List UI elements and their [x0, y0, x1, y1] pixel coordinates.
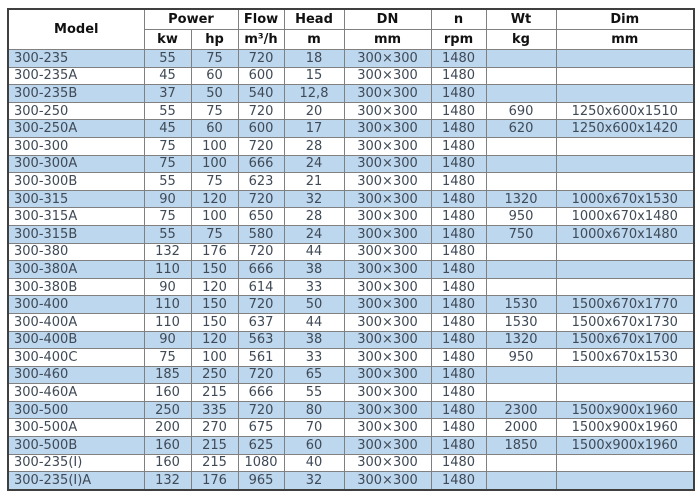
- table-row: [8, 208, 694, 226]
- cell-flow: 720: [238, 366, 284, 384]
- cell-flow: 720: [238, 50, 284, 68]
- cell-flow: 720: [238, 243, 284, 261]
- cell-kw: 90: [144, 190, 191, 208]
- cell-n: 1480: [431, 137, 486, 155]
- cell-head: 18: [284, 50, 344, 68]
- cell-dim: [556, 155, 694, 173]
- cell-dn: 300×300: [344, 366, 431, 384]
- cell-dn: 300×300: [344, 225, 431, 243]
- cell-n: 1480: [431, 349, 486, 367]
- table-row: [8, 173, 694, 191]
- cell-kw: 132: [144, 472, 191, 490]
- cell-wt: 2000: [486, 419, 556, 437]
- cell-head: 40: [284, 454, 344, 472]
- cell-n: 1480: [431, 366, 486, 384]
- cell-wt: 750: [486, 225, 556, 243]
- cell-hp: 176: [191, 472, 238, 490]
- cell-head: 32: [284, 190, 344, 208]
- cell-wt: 1320: [486, 190, 556, 208]
- cell-dim: [556, 261, 694, 279]
- cell-dim: 1500x670x1730: [556, 313, 694, 331]
- cell-kw: 200: [144, 419, 191, 437]
- cell-n: 1480: [431, 296, 486, 314]
- cell-dn: 300×300: [344, 67, 431, 85]
- cell-flow: 623: [238, 173, 284, 191]
- cell-head: 15: [284, 67, 344, 85]
- cell-n: 1480: [431, 401, 486, 419]
- table-row: [8, 384, 694, 402]
- cell-dim: 1500x900x1960: [556, 401, 694, 419]
- cell-model: 300-235(I)A: [8, 472, 144, 490]
- cell-head: 38: [284, 261, 344, 279]
- cell-kw: 75: [144, 349, 191, 367]
- cell-model: 300-235: [8, 50, 144, 68]
- cell-n: 1480: [431, 225, 486, 243]
- table-row: [8, 261, 694, 279]
- cell-kw: 110: [144, 313, 191, 331]
- cell-wt: 1530: [486, 313, 556, 331]
- header-wt: Wt: [486, 9, 556, 30]
- cell-dn: 300×300: [344, 85, 431, 103]
- cell-dn: 300×300: [344, 401, 431, 419]
- cell-head: 24: [284, 155, 344, 173]
- cell-wt: 1320: [486, 331, 556, 349]
- table-row: [8, 67, 694, 85]
- cell-hp: 75: [191, 50, 238, 68]
- cell-hp: 60: [191, 120, 238, 138]
- cell-kw: 55: [144, 225, 191, 243]
- cell-model: 300-500A: [8, 419, 144, 437]
- cell-head: 21: [284, 173, 344, 191]
- cell-flow: 720: [238, 401, 284, 419]
- cell-hp: 75: [191, 173, 238, 191]
- cell-wt: 2300: [486, 401, 556, 419]
- cell-dim: 1250x600x1420: [556, 120, 694, 138]
- cell-model: 300-460A: [8, 384, 144, 402]
- cell-hp: 215: [191, 454, 238, 472]
- header-dim: Dim: [556, 9, 694, 30]
- cell-n: 1480: [431, 102, 486, 120]
- table-header: [8, 9, 694, 50]
- cell-model: 300-400C: [8, 349, 144, 367]
- cell-kw: 90: [144, 331, 191, 349]
- cell-dim: 1000x670x1530: [556, 190, 694, 208]
- cell-dn: 300×300: [344, 278, 431, 296]
- cell-dim: 1500x670x1770: [556, 296, 694, 314]
- cell-dim: [556, 243, 694, 261]
- cell-n: 1480: [431, 454, 486, 472]
- cell-dn: 300×300: [344, 472, 431, 490]
- cell-dim: 1500x670x1530: [556, 349, 694, 367]
- cell-head: 33: [284, 278, 344, 296]
- cell-model: 300-500: [8, 401, 144, 419]
- header-model: Model: [8, 9, 144, 50]
- cell-kw: 55: [144, 50, 191, 68]
- cell-hp: 215: [191, 384, 238, 402]
- cell-dn: 300×300: [344, 102, 431, 120]
- cell-kw: 37: [144, 85, 191, 103]
- cell-dim: [556, 50, 694, 68]
- cell-dn: 300×300: [344, 208, 431, 226]
- header-kw: kw: [144, 30, 191, 50]
- cell-dn: 300×300: [344, 173, 431, 191]
- cell-dn: 300×300: [344, 120, 431, 138]
- cell-dim: [556, 454, 694, 472]
- table-row: [8, 472, 694, 490]
- cell-dn: 300×300: [344, 261, 431, 279]
- table-row: [8, 102, 694, 120]
- cell-n: 1480: [431, 437, 486, 455]
- cell-hp: 100: [191, 349, 238, 367]
- cell-flow: 600: [238, 67, 284, 85]
- cell-wt: [486, 472, 556, 490]
- cell-hp: 150: [191, 296, 238, 314]
- cell-flow: 600: [238, 120, 284, 138]
- cell-wt: [486, 384, 556, 402]
- cell-hp: 335: [191, 401, 238, 419]
- table-body: [8, 50, 694, 490]
- cell-wt: [486, 454, 556, 472]
- cell-flow: 666: [238, 384, 284, 402]
- header-dn: DN: [344, 9, 431, 30]
- cell-head: 55: [284, 384, 344, 402]
- header-flow-unit: m³/h: [238, 30, 284, 50]
- cell-n: 1480: [431, 50, 486, 68]
- cell-head: 44: [284, 243, 344, 261]
- cell-wt: [486, 366, 556, 384]
- cell-model: 300-500B: [8, 437, 144, 455]
- cell-wt: [486, 261, 556, 279]
- cell-wt: [486, 137, 556, 155]
- cell-dn: 300×300: [344, 296, 431, 314]
- cell-kw: 75: [144, 208, 191, 226]
- table-row: [8, 437, 694, 455]
- header-head-unit: m: [284, 30, 344, 50]
- table-row: [8, 155, 694, 173]
- cell-head: 20: [284, 102, 344, 120]
- cell-n: 1480: [431, 278, 486, 296]
- header-n: n: [431, 9, 486, 30]
- cell-hp: 215: [191, 437, 238, 455]
- cell-wt: 620: [486, 120, 556, 138]
- cell-flow: 580: [238, 225, 284, 243]
- cell-dn: 300×300: [344, 50, 431, 68]
- cell-model: 300-300A: [8, 155, 144, 173]
- cell-dn: 300×300: [344, 137, 431, 155]
- cell-kw: 90: [144, 278, 191, 296]
- header-dim-unit: mm: [556, 30, 694, 50]
- table-row: [8, 85, 694, 103]
- cell-model: 300-235B: [8, 85, 144, 103]
- table-row: [8, 454, 694, 472]
- cell-dim: 1250x600x1510: [556, 102, 694, 120]
- cell-head: 80: [284, 401, 344, 419]
- header-dn-unit: mm: [344, 30, 431, 50]
- cell-kw: 75: [144, 155, 191, 173]
- cell-flow: 720: [238, 137, 284, 155]
- cell-dim: [556, 67, 694, 85]
- cell-dim: 1000x670x1480: [556, 208, 694, 226]
- cell-model: 300-235A: [8, 67, 144, 85]
- cell-wt: [486, 85, 556, 103]
- cell-hp: 270: [191, 419, 238, 437]
- cell-kw: 160: [144, 454, 191, 472]
- table-row: [8, 50, 694, 68]
- cell-dim: 1500x670x1700: [556, 331, 694, 349]
- cell-n: 1480: [431, 313, 486, 331]
- cell-model: 300-315A: [8, 208, 144, 226]
- cell-dn: 300×300: [344, 437, 431, 455]
- cell-dn: 300×300: [344, 384, 431, 402]
- table-row: [8, 349, 694, 367]
- cell-kw: 132: [144, 243, 191, 261]
- cell-hp: 176: [191, 243, 238, 261]
- cell-kw: 55: [144, 102, 191, 120]
- cell-n: 1480: [431, 419, 486, 437]
- cell-n: 1480: [431, 384, 486, 402]
- cell-flow: 650: [238, 208, 284, 226]
- cell-head: 38: [284, 331, 344, 349]
- cell-n: 1480: [431, 243, 486, 261]
- cell-head: 44: [284, 313, 344, 331]
- cell-wt: 950: [486, 349, 556, 367]
- cell-model: 300-400: [8, 296, 144, 314]
- table-row: [8, 419, 694, 437]
- cell-head: 28: [284, 208, 344, 226]
- cell-dn: 300×300: [344, 331, 431, 349]
- cell-kw: 185: [144, 366, 191, 384]
- cell-n: 1480: [431, 120, 486, 138]
- cell-head: 12,8: [284, 85, 344, 103]
- cell-n: 1480: [431, 173, 486, 191]
- cell-head: 60: [284, 437, 344, 455]
- table-row: [8, 278, 694, 296]
- cell-head: 70: [284, 419, 344, 437]
- table-row: [8, 331, 694, 349]
- cell-dim: 1000x670x1480: [556, 225, 694, 243]
- cell-model: 300-315: [8, 190, 144, 208]
- table-row: [8, 296, 694, 314]
- header-n-unit: rpm: [431, 30, 486, 50]
- cell-head: 50: [284, 296, 344, 314]
- cell-kw: 250: [144, 401, 191, 419]
- cell-hp: 150: [191, 261, 238, 279]
- cell-hp: 100: [191, 155, 238, 173]
- cell-n: 1480: [431, 208, 486, 226]
- cell-dim: 1500x900x1960: [556, 437, 694, 455]
- cell-wt: [486, 243, 556, 261]
- cell-wt: 690: [486, 102, 556, 120]
- header-power: Power: [144, 9, 238, 30]
- cell-model: 300-400B: [8, 331, 144, 349]
- cell-flow: 637: [238, 313, 284, 331]
- cell-n: 1480: [431, 331, 486, 349]
- table-row: [8, 401, 694, 419]
- cell-flow: 625: [238, 437, 284, 455]
- cell-hp: 75: [191, 102, 238, 120]
- cell-wt: 1530: [486, 296, 556, 314]
- cell-dn: 300×300: [344, 155, 431, 173]
- cell-model: 300-250A: [8, 120, 144, 138]
- cell-kw: 75: [144, 137, 191, 155]
- cell-model: 300-235(I): [8, 454, 144, 472]
- cell-model: 300-250: [8, 102, 144, 120]
- cell-dim: [556, 173, 694, 191]
- cell-flow: 540: [238, 85, 284, 103]
- cell-flow: 965: [238, 472, 284, 490]
- cell-kw: 55: [144, 173, 191, 191]
- cell-hp: 100: [191, 208, 238, 226]
- cell-kw: 45: [144, 67, 191, 85]
- cell-hp: 120: [191, 190, 238, 208]
- cell-dn: 300×300: [344, 454, 431, 472]
- cell-n: 1480: [431, 261, 486, 279]
- table-row: [8, 366, 694, 384]
- header-flow: Flow: [238, 9, 284, 30]
- cell-wt: [486, 155, 556, 173]
- cell-hp: 60: [191, 67, 238, 85]
- cell-head: 65: [284, 366, 344, 384]
- header-row-1: [8, 9, 694, 30]
- cell-n: 1480: [431, 472, 486, 490]
- cell-model: 300-460: [8, 366, 144, 384]
- table-row: [8, 225, 694, 243]
- cell-hp: 120: [191, 331, 238, 349]
- cell-dim: 1500x900x1960: [556, 419, 694, 437]
- cell-head: 28: [284, 137, 344, 155]
- table-row: [8, 243, 694, 261]
- cell-hp: 250: [191, 366, 238, 384]
- cell-kw: 160: [144, 384, 191, 402]
- cell-model: 300-400A: [8, 313, 144, 331]
- cell-flow: 666: [238, 155, 284, 173]
- cell-flow: 720: [238, 190, 284, 208]
- cell-wt: [486, 50, 556, 68]
- cell-wt: 950: [486, 208, 556, 226]
- cell-hp: 150: [191, 313, 238, 331]
- cell-wt: [486, 278, 556, 296]
- cell-flow: 1080: [238, 454, 284, 472]
- cell-flow: 666: [238, 261, 284, 279]
- cell-hp: 50: [191, 85, 238, 103]
- cell-dim: [556, 472, 694, 490]
- cell-head: 24: [284, 225, 344, 243]
- cell-n: 1480: [431, 85, 486, 103]
- cell-model: 300-300B: [8, 173, 144, 191]
- cell-flow: 561: [238, 349, 284, 367]
- cell-flow: 720: [238, 296, 284, 314]
- cell-hp: 100: [191, 137, 238, 155]
- cell-flow: 563: [238, 331, 284, 349]
- cell-head: 33: [284, 349, 344, 367]
- header-wt-unit: kg: [486, 30, 556, 50]
- cell-dn: 300×300: [344, 243, 431, 261]
- cell-n: 1480: [431, 67, 486, 85]
- cell-dim: [556, 137, 694, 155]
- cell-head: 17: [284, 120, 344, 138]
- cell-model: 300-315B: [8, 225, 144, 243]
- cell-wt: 1850: [486, 437, 556, 455]
- cell-dim: [556, 384, 694, 402]
- cell-head: 32: [284, 472, 344, 490]
- cell-dn: 300×300: [344, 190, 431, 208]
- table-row: [8, 120, 694, 138]
- header-hp: hp: [191, 30, 238, 50]
- cell-kw: 110: [144, 261, 191, 279]
- cell-hp: 120: [191, 278, 238, 296]
- cell-dn: 300×300: [344, 313, 431, 331]
- pump-spec-table: [7, 8, 695, 491]
- cell-flow: 614: [238, 278, 284, 296]
- cell-flow: 720: [238, 102, 284, 120]
- cell-wt: [486, 67, 556, 85]
- header-head: Head: [284, 9, 344, 30]
- cell-model: 300-380A: [8, 261, 144, 279]
- cell-kw: 45: [144, 120, 191, 138]
- cell-dim: [556, 85, 694, 103]
- table-row: [8, 137, 694, 155]
- cell-dn: 300×300: [344, 349, 431, 367]
- cell-kw: 110: [144, 296, 191, 314]
- table-row: [8, 313, 694, 331]
- cell-n: 1480: [431, 155, 486, 173]
- cell-dn: 300×300: [344, 419, 431, 437]
- cell-dim: [556, 278, 694, 296]
- cell-n: 1480: [431, 190, 486, 208]
- cell-flow: 675: [238, 419, 284, 437]
- cell-model: 300-380: [8, 243, 144, 261]
- cell-model: 300-380B: [8, 278, 144, 296]
- cell-dim: [556, 366, 694, 384]
- cell-kw: 160: [144, 437, 191, 455]
- table-row: [8, 190, 694, 208]
- cell-wt: [486, 173, 556, 191]
- cell-model: 300-300: [8, 137, 144, 155]
- cell-hp: 75: [191, 225, 238, 243]
